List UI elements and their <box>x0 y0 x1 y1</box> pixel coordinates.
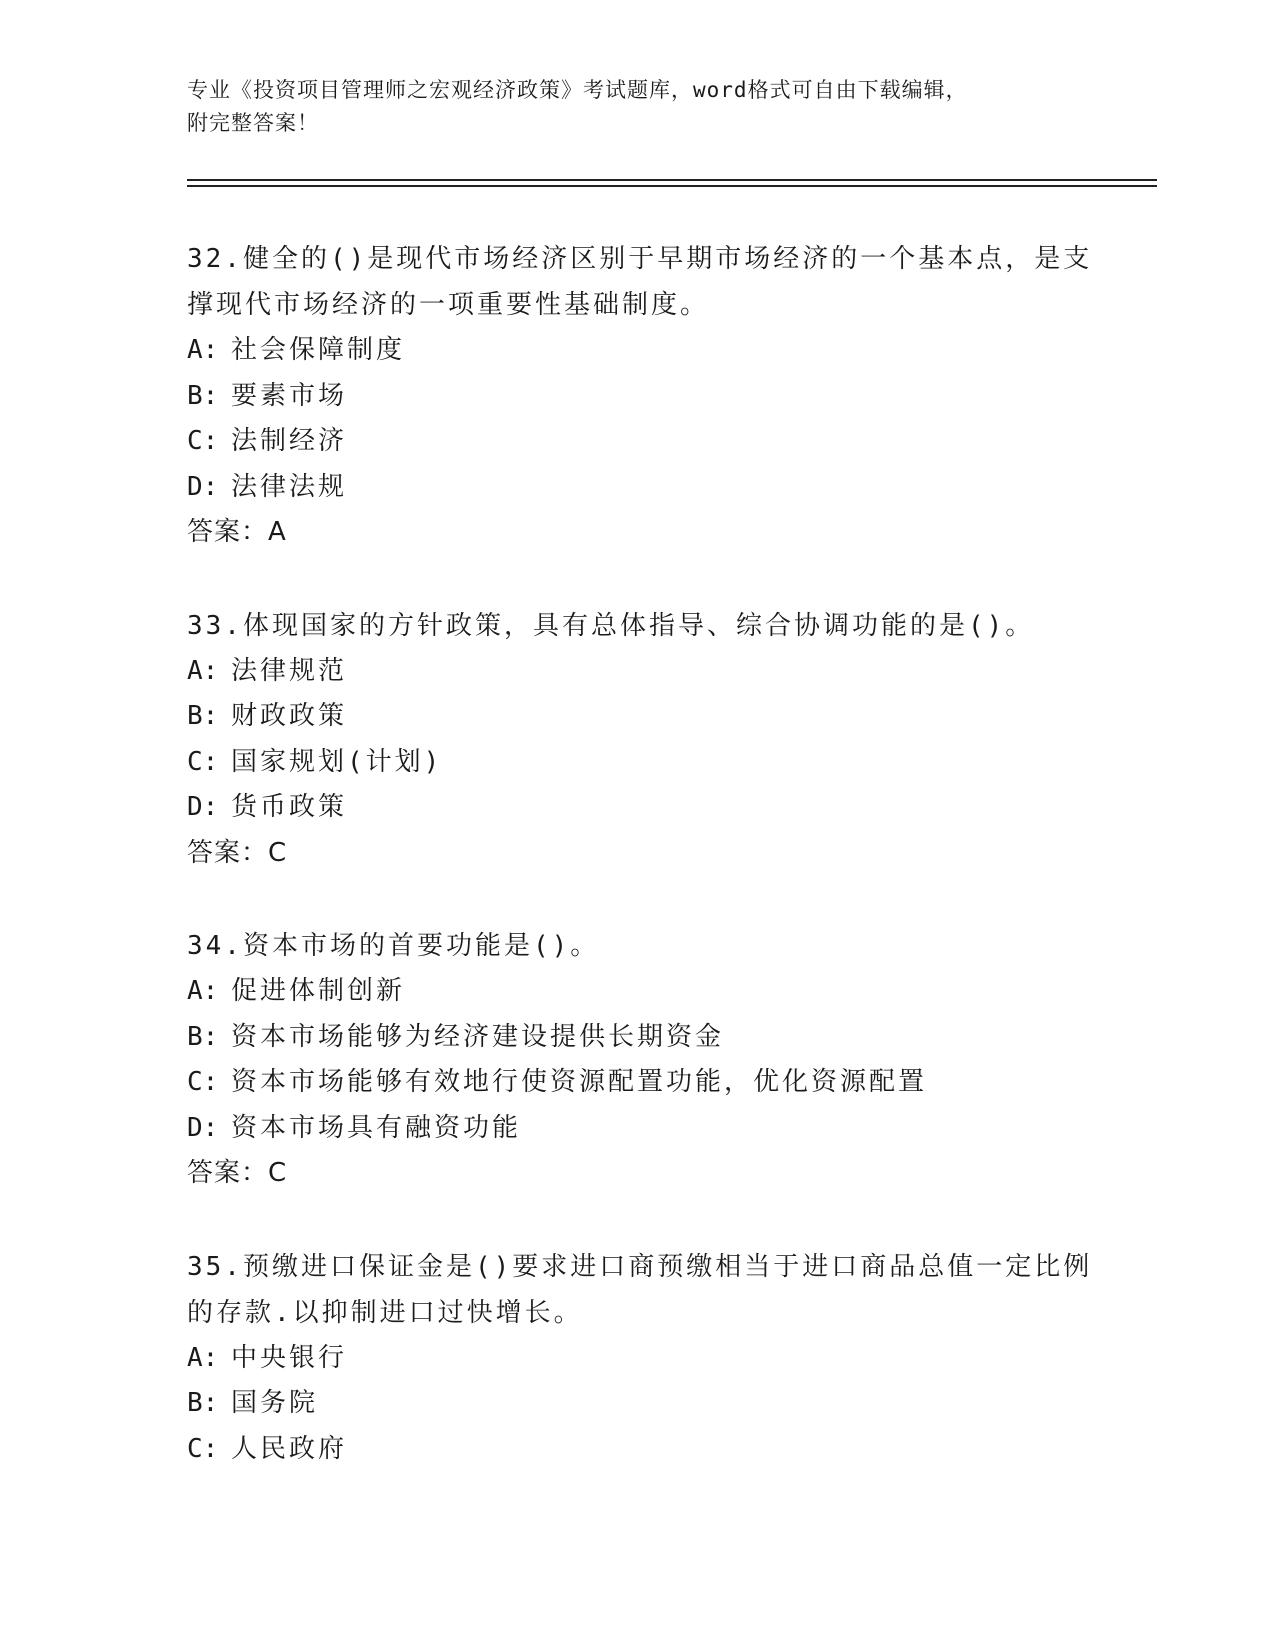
option-text: 法律规范 <box>231 655 348 686</box>
option-key: C: <box>187 1433 219 1464</box>
option-text: 社会保障制度 <box>231 335 406 365</box>
option-text: 促进体制创新 <box>231 976 406 1006</box>
option-c <box>187 1427 1117 1473</box>
option-b <box>187 694 1117 740</box>
option-key: A: <box>187 1342 219 1373</box>
option-a <box>187 969 1117 1015</box>
option-d <box>187 1106 1117 1152</box>
answer-line: 答案：C <box>187 1158 288 1188</box>
header-divider-top <box>187 179 1157 181</box>
option-text: 要素市场 <box>231 380 348 411</box>
question-32 <box>187 236 1117 556</box>
option-text: 法律法规 <box>231 471 348 502</box>
option-text: 资本市场具有融资功能 <box>231 1112 522 1143</box>
question-stem <box>187 603 1117 649</box>
document-header <box>187 74 1087 140</box>
option-key: A: <box>187 335 219 365</box>
option-b <box>187 1015 1117 1061</box>
option-a <box>187 328 1117 374</box>
option-key: C: <box>187 426 219 456</box>
answer-line: 答案：A <box>187 517 287 547</box>
question-stem-line: 33.体现国家的方针政策，具有总体指导、综合协调功能的是()。 <box>187 610 1035 641</box>
question-stem <box>187 923 1117 969</box>
option-key: C: <box>187 1067 219 1097</box>
question-stem-line: 32.健全的()是现代市场经济区别于早期市场经济的一个基本点，是支 <box>187 244 1093 274</box>
option-c <box>187 419 1117 465</box>
option-text: 货币政策 <box>231 792 348 822</box>
option-b <box>187 1381 1117 1427</box>
option-text: 国家规划(计划) <box>231 746 443 777</box>
option-text: 中央银行 <box>231 1342 348 1373</box>
answer-line: 答案：C <box>187 837 288 868</box>
option-c <box>187 1060 1117 1106</box>
question-35 <box>187 1244 1117 1473</box>
option-text: 人民政府 <box>231 1433 348 1464</box>
option-key: B: <box>187 1388 219 1418</box>
question-33 <box>187 603 1117 877</box>
option-text: 资本市场能够为经济建设提供长期资金 <box>231 1021 725 1052</box>
question-stem <box>187 1244 1117 1336</box>
question-stem-line: 的存款.以抑制进口过快增长。 <box>187 1297 583 1328</box>
question-stem-line: 34.资本市场的首要功能是()。 <box>187 931 600 961</box>
option-key: D: <box>187 792 219 822</box>
option-a <box>187 1336 1117 1382</box>
option-text: 资本市场能够有效地行使资源配置功能，优化资源配置 <box>231 1067 928 1097</box>
question-stem-line: 撑现代市场经济的一项重要性基础制度。 <box>187 290 710 320</box>
option-key: B: <box>187 1021 219 1052</box>
option-a <box>187 649 1117 695</box>
option-text: 国务院 <box>231 1388 319 1418</box>
option-key: D: <box>187 471 219 502</box>
option-key: A: <box>187 976 219 1006</box>
question-stem <box>187 236 1117 328</box>
question-list <box>187 236 1117 1519</box>
header-line-2: 附完整答案！ <box>187 111 319 135</box>
option-key: A: <box>187 655 219 686</box>
option-text: 法制经济 <box>231 426 348 456</box>
option-key: B: <box>187 380 219 411</box>
option-key: B: <box>187 701 219 731</box>
header-line-1: 专业《投资项目管理师之宏观经济政策》考试题库，word格式可自由下载编辑， <box>187 78 968 102</box>
header-divider-bottom <box>187 185 1157 187</box>
question-34 <box>187 923 1117 1197</box>
option-text: 财政政策 <box>231 701 348 731</box>
option-key: C: <box>187 746 219 777</box>
question-stem-line: 35.预缴进口保证金是()要求进口商预缴相当于进口商品总值一定比例 <box>187 1251 1093 1282</box>
option-d <box>187 465 1117 511</box>
option-c <box>187 740 1117 786</box>
option-d <box>187 785 1117 831</box>
option-key: D: <box>187 1112 219 1143</box>
option-b <box>187 374 1117 420</box>
